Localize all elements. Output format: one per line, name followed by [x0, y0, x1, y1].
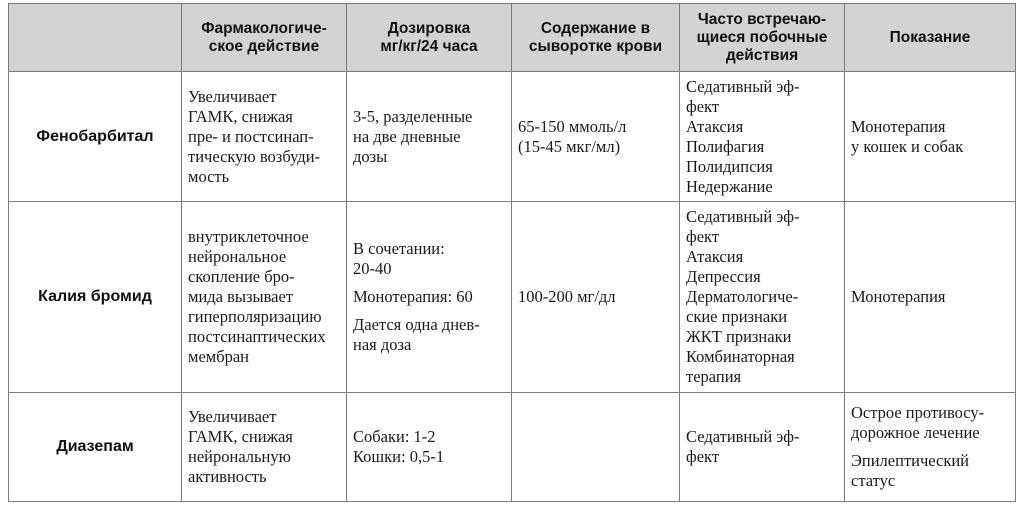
cell-indication: Острое противосу- дорожное лечение Эпилептический статус [845, 393, 1016, 502]
header-corner [9, 4, 182, 72]
cell-indication: Монотерапия [845, 202, 1016, 393]
table-header-row [9, 4, 1016, 72]
header-serum-level: Содержание в сыворотке крови [512, 4, 680, 72]
drug-comparison-table [8, 3, 1016, 502]
drug-name-potassium-bromide: Калия бромид [9, 202, 182, 393]
drug-name-phenobarbital: Фенобарбитал [9, 72, 182, 202]
table-row-potassium-bromide [9, 202, 1016, 393]
table-row-diazepam [9, 393, 1016, 502]
cell-dosage: В сочетании: 20-40 Монотерапия: 60 Дается одна днев- ная доза [347, 202, 512, 393]
cell-serum: 65-150 ммоль/л (15-45 мкг/мл) [512, 72, 680, 202]
cell-side-effects: Седативный эф- фект [680, 393, 845, 502]
header-pharmacological-action: Фармакологиче- ское действие [182, 4, 347, 72]
header-side-effects: Часто встречаю- щиеся побочные действия [680, 4, 845, 72]
cell-serum: 100-200 мг/дл [512, 202, 680, 393]
table-row-phenobarbital [9, 72, 1016, 202]
cell-serum [512, 393, 680, 502]
cell-action: Увеличивает ГАМК, снижая нейрональную активность [182, 393, 347, 502]
cell-indication: Монотерапия у кошек и собак [845, 72, 1016, 202]
header-indication: Показание [845, 4, 1016, 72]
cell-action: внутриклеточное нейрональное скопление бро- мида вызывает гиперполяризацию постсинаптических мембран [182, 202, 347, 393]
cell-dosage: Собаки: 1-2 Кошки: 0,5-1 [347, 393, 512, 502]
header-dosage: Дозировка мг/кг/24 часа [347, 4, 512, 72]
cell-side-effects: Седативный эф- фект Атаксия Полифагия Полидипсия Недержание [680, 72, 845, 202]
drug-name-diazepam: Диазепам [9, 393, 182, 502]
cell-action: Увеличивает ГАМК, снижая пре- и постсинап- тическую возбуди- мость [182, 72, 347, 202]
cell-dosage: 3-5, разделенные на две дневные дозы [347, 72, 512, 202]
cell-side-effects: Седативный эф- фект Атаксия Депрессия Дерматологиче- ские признаки ЖКТ признаки Комбинаторная терапия [680, 202, 845, 393]
